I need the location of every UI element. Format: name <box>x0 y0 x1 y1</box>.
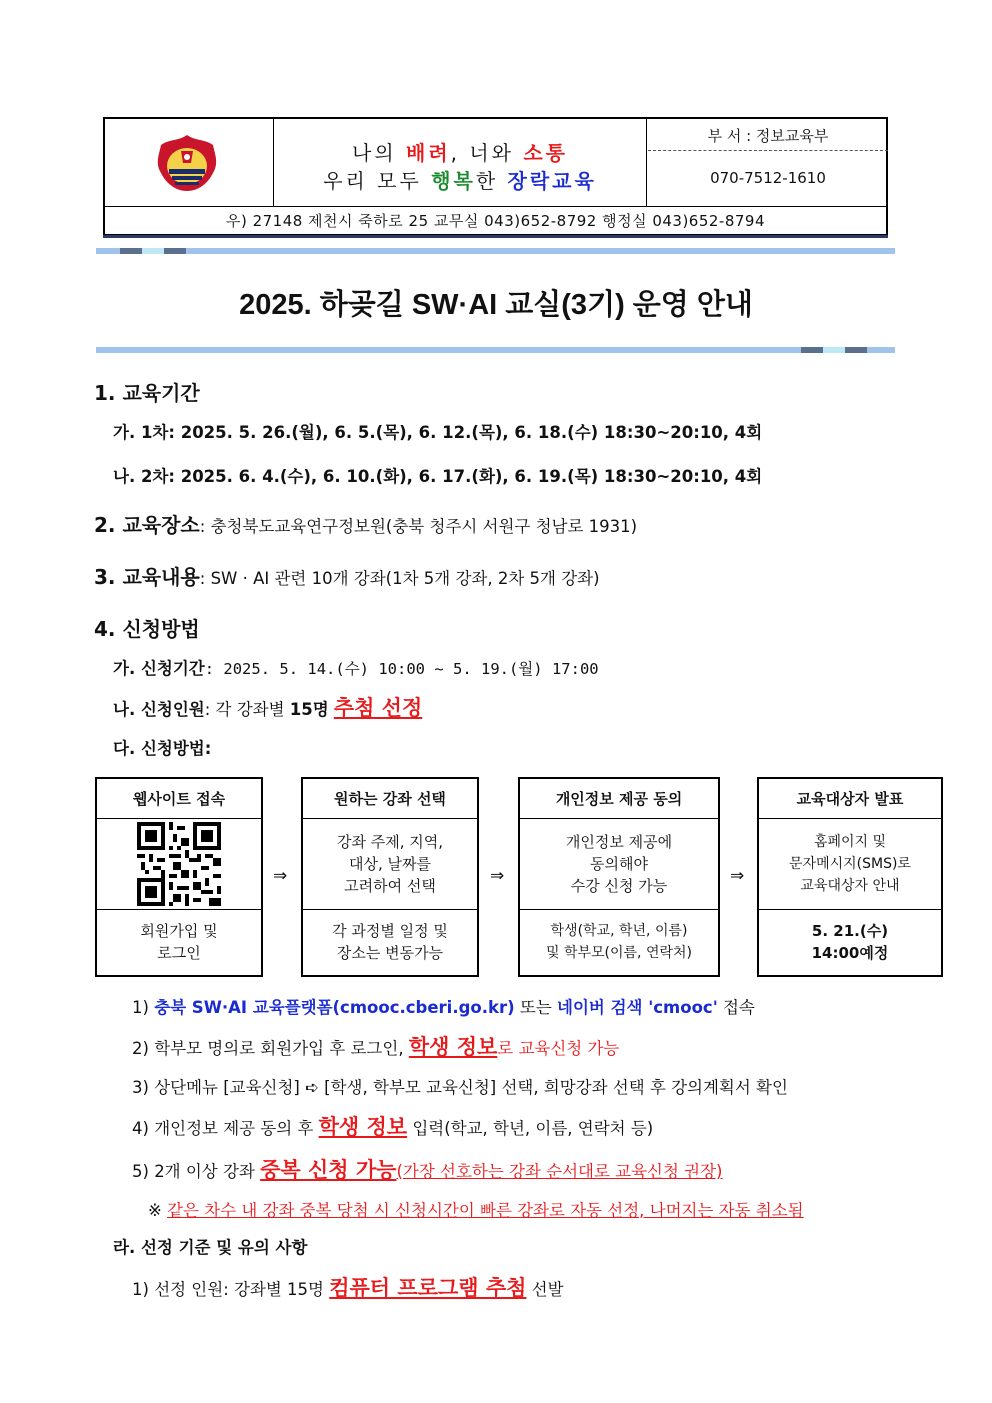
period-2: 나. 2차: 2025. 6. 4.(수), 6. 10.(화), 6. 17.(화), 6. 19.(목) 18:30~20:10, 4회 <box>113 467 763 486</box>
decor-bar-bottom <box>96 347 895 353</box>
section-1-heading: 1. 교육기간 <box>94 381 200 405</box>
section-4-heading: 4. 신청방법 <box>94 617 200 641</box>
step-1: 1) 충북 SW·AI 교육플랫폼(cmooc.cberi.go.kr) 또는 네이버 검색 'cmooc' 접속 <box>132 998 755 1017</box>
section-2: 2. 교육장소: 충청북도교육연구정보원(충북 청주시 서원구 청남로 1931) <box>94 513 638 537</box>
qr-code-icon[interactable] <box>137 822 221 906</box>
school-address: 우) 27148 제천시 죽하로 25 교무실 043)652-8792 행정실 043)652-8794 <box>225 212 766 230</box>
flow-step-privacy-consent: 개인정보 제공 동의 개인정보 제공에 동의해야 수강 신청 가능 학생(학교, 학년, 이름) 및 학부모(이름, 연락처) <box>518 777 720 977</box>
apply-method-label: 다. 신청방법: <box>113 739 212 758</box>
school-emblem <box>155 133 219 193</box>
decor-bar-top <box>96 248 895 254</box>
flow-step-select-course: 원하는 강좌 선택 강좌 주제, 지역, 대상, 날짜를 고려하여 선택 각 과정별 일정 및 장소는 변동가능 <box>301 777 479 977</box>
selection-criteria-heading: 라. 선정 기준 및 유의 사항 <box>113 1238 308 1257</box>
department: 부 서 : 정보교육부 <box>707 127 829 145</box>
section-3: 3. 교육내용: SW · AI 관련 10개 강좌(1차 5개 강좌, 2차 5개 강좌) <box>94 565 600 589</box>
apply-period: 가. 신청기간: 2025. 5. 14.(수) 10:00 ~ 5. 19.(월) 17:00 <box>113 659 599 678</box>
arrow-3: ⇒ <box>730 866 745 886</box>
arrow-2: ⇒ <box>490 866 505 886</box>
flow-step-website: 웹사이트 접속 회원가입 및 로그인 <box>95 777 263 977</box>
step-3: 3) 상단메뉴 [교육신청] ➪ [학생, 학부모 교육신청] 선택, 희망강좌 선택 후 강의계획서 확인 <box>132 1078 788 1097</box>
school-header <box>103 117 888 236</box>
arrow-1: ⇒ <box>273 866 288 886</box>
step-5: 5) 2개 이상 강좌 중복 신청 가능(가장 선호하는 강좌 순서대로 교육신청 권장) <box>132 1158 723 1182</box>
step-2: 2) 학부모 명의로 회원가입 후 로그인, 학생 정보로 교육신청 가능 <box>132 1035 620 1059</box>
selection-rule-1: 1) 선정 인원: 강좌별 15명 컴퓨터 프로그램 추첨 선발 <box>132 1276 564 1300</box>
flow-step-announcement: 교육대상자 발표 홈페이지 및 문자메시지(SMS)로 교육대상자 안내 5. 21.(수) 14:00예정 <box>757 777 943 977</box>
duplicate-note: ※ 같은 차수 내 강좌 중복 당첨 시 신청시간이 빠른 강좌로 자동 선정, 나머지는 자동 취소됨 <box>148 1201 804 1220</box>
apply-count: 나. 신청인원: 각 강좌별 15명 추첨 선정 <box>113 696 423 720</box>
slogan-line-2: 우리 모두 행복한 장락교육 <box>323 169 597 193</box>
page-title: 2025. 하곶길 SW·AI 교실(3기) 운영 안내 <box>239 289 753 321</box>
phone-number: 070-7512-1610 <box>710 169 826 187</box>
slogan-line-1: 나의 배려, 너와 소통 <box>352 141 568 165</box>
step-4: 4) 개인정보 제공 동의 후 학생 정보 입력(학교, 학년, 이름, 연락처 등) <box>132 1115 654 1139</box>
period-1: 가. 1차: 2025. 5. 26.(월), 6. 5.(목), 6. 12.(목), 6. 18.(수) 18:30~20:10, 4회 <box>113 423 763 442</box>
